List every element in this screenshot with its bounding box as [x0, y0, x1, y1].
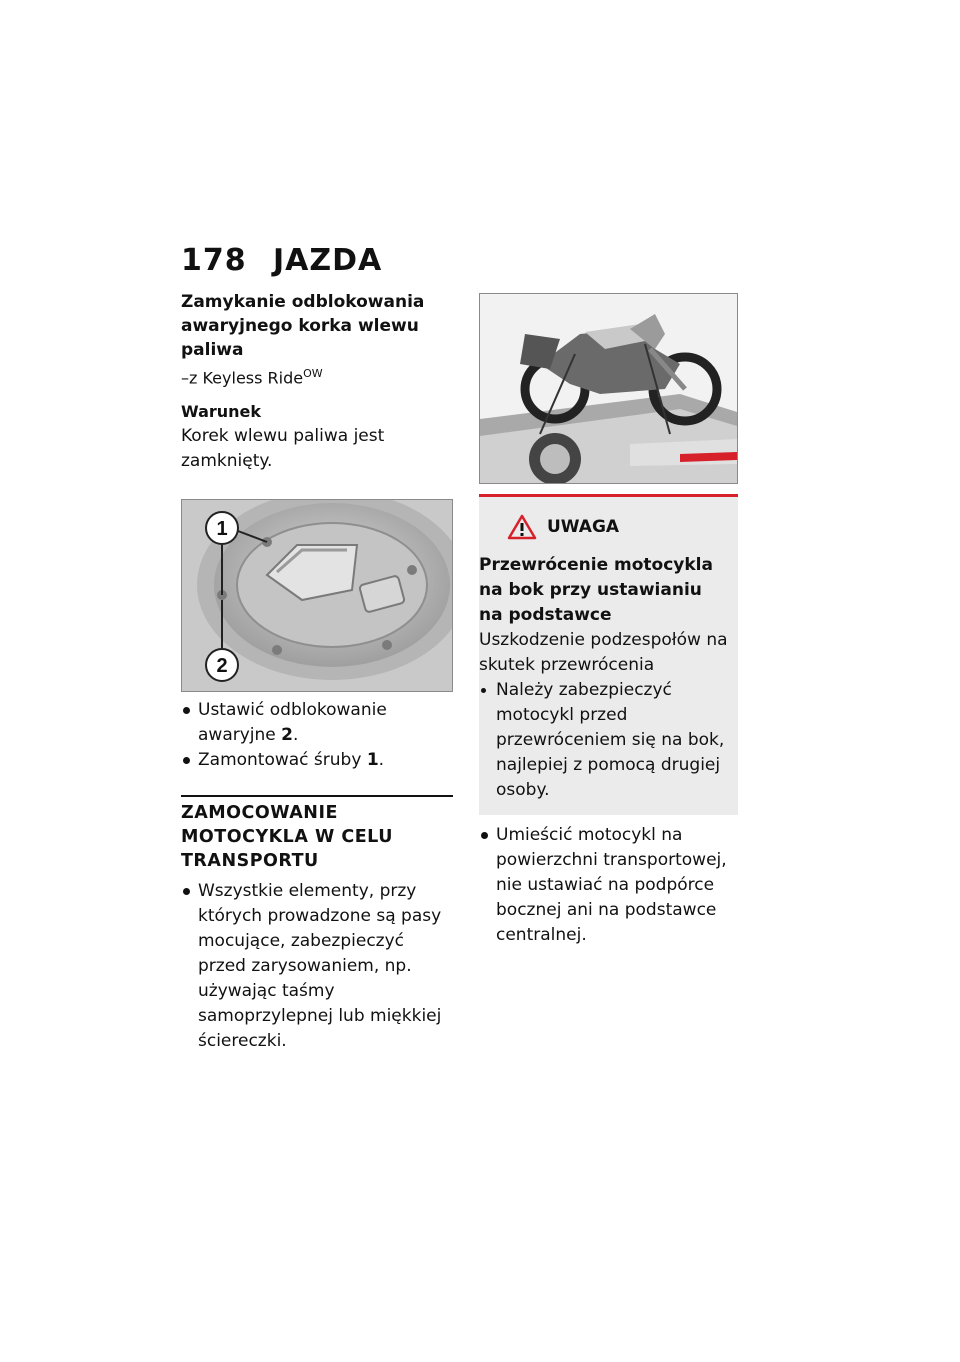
warning-label: UWAGA	[547, 517, 620, 537]
step-item: Ustawić odblokowanie awaryjne 2.	[181, 698, 453, 748]
list-item: Umieścić motocykl na powierzchni transportowej, nie ustawiać na podpórce bocznej ani na podstawce centralnej.	[479, 823, 738, 948]
motorcycle-illustration	[480, 294, 737, 483]
condition-text: Korek wlewu paliwa jest zamknięty.	[181, 426, 385, 472]
condition-label: Warunek	[181, 402, 262, 422]
fuel-cap-illustration	[182, 500, 452, 691]
chapter-title: JAZDA	[273, 243, 383, 278]
callout-1: 1	[216, 518, 228, 541]
warning-triangle-icon	[507, 514, 537, 540]
section-bullet-list	[181, 879, 453, 1054]
section-heading: ZAMOCOWANIE MOTOCYKLA W CELU TRANSPORTU	[181, 795, 453, 873]
step-ref: 2	[281, 725, 293, 746]
left-column	[181, 290, 453, 1054]
sub-heading: Zamykanie odblokowania awaryjnego korka wlewu paliwa	[181, 292, 425, 360]
callout-2: 2	[216, 655, 228, 678]
variant-line: –z Keyless Ride$^{OW}$	[181, 367, 323, 388]
fuel-cap-figure	[181, 499, 453, 692]
motorcycle-trailer-figure	[479, 293, 738, 484]
page-number: 178	[181, 243, 247, 278]
list-item: Należy zabezpieczyć motocykl przed przewróceniem się na bok, najlepiej z pomocą drugiej osoby.	[479, 678, 730, 803]
right-bullet-list	[479, 823, 738, 948]
list-item: Wszystkie elementy, przy których prowadzone są pasy mocujące, zabezpieczyć przed zarysowaniem, np. używając taśmy samoprzylepnej lub miękkiej ściereczki.	[181, 879, 453, 1054]
warning-title: Przewrócenie motocykla na bok przy ustawianiu na podstawce	[479, 555, 713, 625]
variant-sup: OW	[303, 367, 323, 380]
step-ref: 1	[366, 750, 379, 771]
warning-box	[479, 494, 738, 815]
step-list	[181, 698, 453, 773]
step-item: Zamontować śruby 1.	[181, 748, 453, 773]
page-header	[181, 243, 382, 278]
warning-consequence: Uszkodzenie podzespołów na skutek przewrócenia	[479, 630, 728, 675]
right-column	[479, 293, 738, 948]
warning-bullet-list	[479, 678, 730, 803]
warning-header	[479, 509, 730, 545]
